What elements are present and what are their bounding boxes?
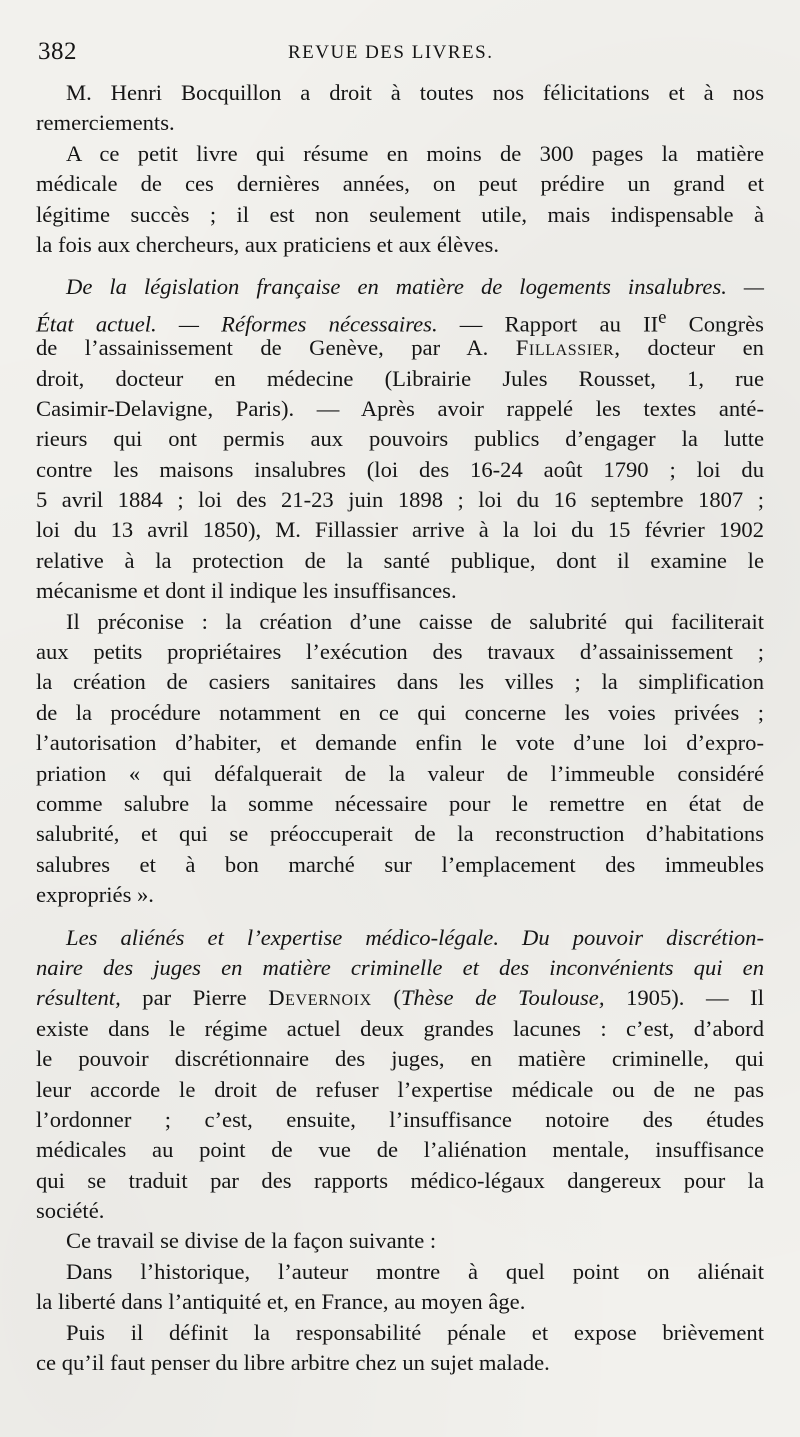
text-line: médicale de ces dernières années, on peut prédire un grand et [36,171,764,197]
author-name: Devernoix [268,985,372,1011]
text-line: M. Henri Bocquillon a droit à toutes nos félicitations et à nos [66,80,764,105]
review-entry [36,272,764,606]
text-line: existe dans le régime actuel deux grandes lacunes : c’est, d’abord [36,1015,764,1041]
text-line: la création de casiers sanitaires dans les villes ; la simplification [36,669,764,695]
paragraph-gap [36,260,764,272]
author-name: Fillassier [515,335,615,361]
paragraph [36,1226,764,1256]
review-title-cont: État actuel. — Réformes nécessaires. [36,311,438,337]
paragraph [36,78,764,139]
text-line [36,303,764,337]
page-header [38,38,760,72]
text-line [36,333,764,363]
text-line: Dans l’historique, l’auteur montre à quel point on aliénait [66,1258,764,1284]
text-segment: , docteur en [614,335,764,361]
paragraph [36,139,764,261]
text-line: Ce travail se divise de la façon suivante : [66,1228,437,1254]
text-line: comme salubre la somme nécessaire pour le remettre en état de [36,790,764,816]
text-line: Il préconise : la création d’une caisse de salubrité qui faciliterait [66,608,764,634]
review-entry [36,923,764,1227]
text-line: A ce petit livre qui résume en moins de 300 pages la matière [66,140,764,166]
paragraph [36,607,764,911]
text-segment: par Pierre [120,985,269,1011]
text-line: contre les maisons insalubres (loi des 16-24 août 1790 ; loi du [36,456,764,482]
text-line: Casimir-Delavigne, Paris). — Après avoir rappelé les textes anté- [36,395,764,421]
text-line: leur accorde le droit de refuser l’expertise médicale ou de ne pas [36,1076,764,1102]
text-segment: Congrès [666,311,764,337]
text-line: expropriés ». [36,882,154,908]
text-line [36,983,764,1013]
text-line: salubres et à bon marché sur l’emplacement des immeubles [36,851,764,877]
text-line: relative à la protection de la santé publique, dont il examine le [36,547,764,573]
text-line: la fois aux chercheurs, aux praticiens et aux élèves. [36,231,499,257]
review-title-cont: résultent, [36,985,121,1011]
paragraph [36,1318,764,1379]
text-line: société. [36,1198,105,1224]
text-line [36,272,764,302]
review-title-cont: naire des juges en matière criminelle et des inconvénients qui en [36,954,764,980]
text-line: priation « qui défalquerait de la valeur de l’immeuble considéré [36,760,764,786]
text-line [36,923,764,953]
text-segment: ( [371,985,401,1011]
text-line [36,953,764,983]
paragraph [36,1257,764,1318]
text-line: la liberté dans l’antiquité et, en France, au moyen âge. [36,1289,526,1315]
text-line: ce qu’il faut penser du libre arbitre chez un sujet malade. [36,1350,550,1376]
text-line: médicales au point de vue de l’aliénation mentale, insuffisance [36,1137,764,1163]
body-text [36,78,764,1378]
thesis-title: Thèse de Toulouse, [400,985,605,1011]
text-segment: de l’assainissement de Genève, par A. [36,335,516,361]
text-line: le pouvoir discrétionnaire des juges, en matière criminelle, qui [36,1046,764,1072]
text-segment: — Rapport au II [437,311,659,337]
text-line: qui se traduit par des rapports médico-légaux dangereux pour la [36,1167,764,1193]
text-line: mécanisme et dont il indique les insuffisances. [36,578,457,604]
text-line: loi du 13 avril 1850), M. Fillassier arrive à la loi du 15 février 1902 [36,517,764,543]
superscript: e [658,306,667,328]
paragraph-gap [36,911,764,923]
text-segment: 1905). — Il [604,985,764,1011]
text-line: légitime succès ; il est non seulement utile, mais indispensable à [36,201,764,227]
text-line: 5 avril 1884 ; loi des 21-23 juin 1898 ; loi du 16 septembre 1807 ; [36,487,764,513]
review-title: Les aliénés et l’expertise médico-légale. Du pouvoir discrétion- [66,924,764,950]
text-line: salubrité, et qui se préoccuperait de la reconstruction d’habitations [36,821,764,847]
text-line: aux petits propriétaires l’exécution des travaux d’assainissement ; [36,639,764,665]
text-line: Puis il définit la responsabilité pénale et expose brièvement [66,1319,764,1345]
text-line: droit, docteur en médecine (Librairie Jules Rousset, 1, rue [36,365,764,391]
page-number: 382 [38,38,77,65]
review-title: De la législation française en matière de logements insalubres. — [66,274,764,300]
text-line: remerciements. [36,110,175,136]
text-line: rieurs qui ont permis aux pouvoirs publics d’engager la lutte [36,426,764,452]
text-line: l’autorisation d’habiter, et demande enfin le vote d’une loi d’expro- [36,730,764,756]
text-line: de la procédure notamment en ce qui concerne les voies privées ; [36,699,764,725]
text-line: l’ordonner ; c’est, ensuite, l’insuffisance notoire des études [36,1106,764,1132]
running-head: REVUE DES LIVRES. [288,42,494,63]
